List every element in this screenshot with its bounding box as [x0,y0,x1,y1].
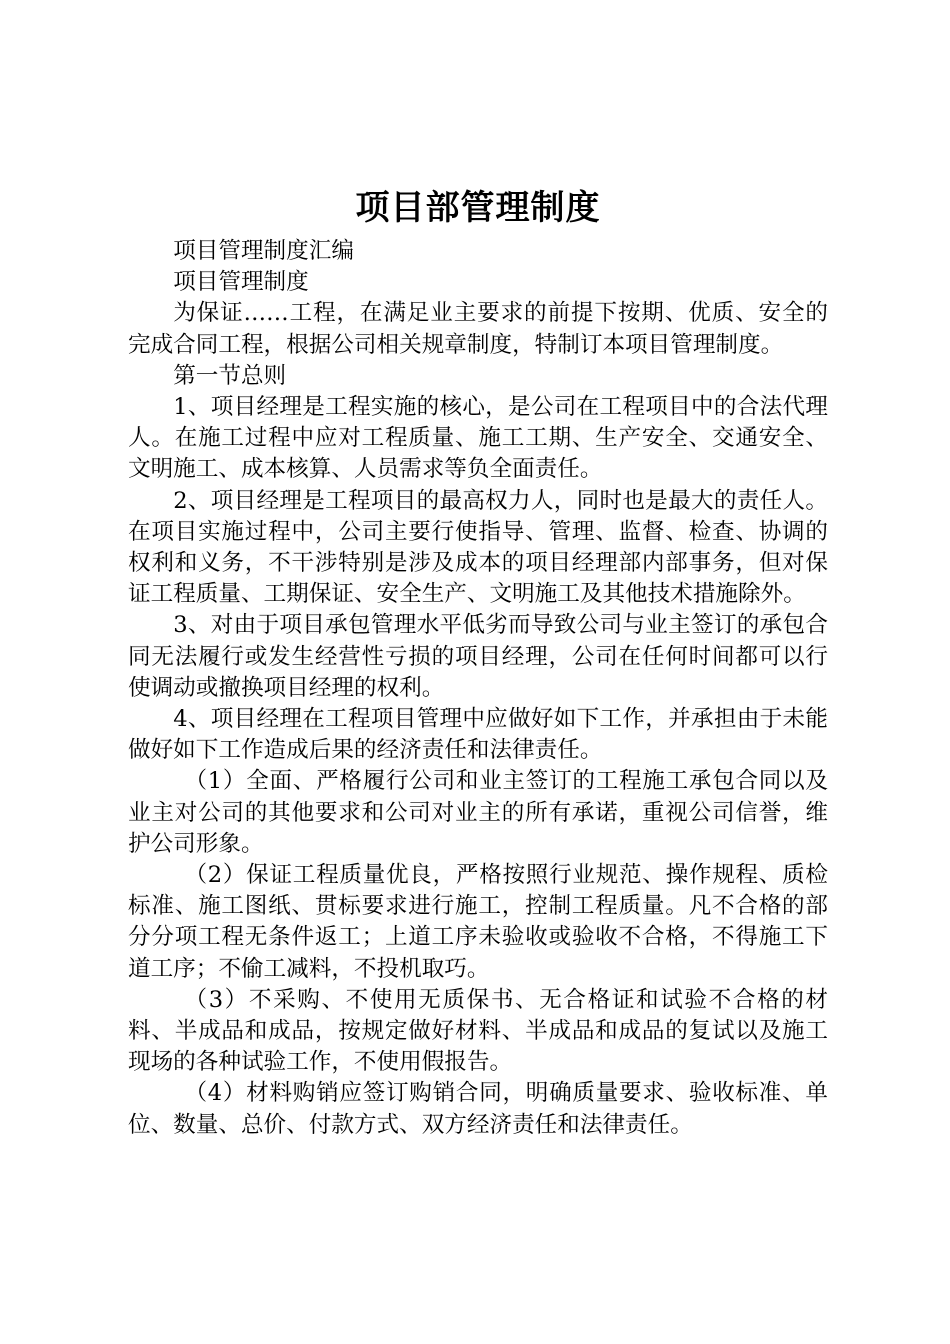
paragraph-item-1: 1、项目经理是工程实施的核心，是公司在工程项目中的合法代理人。在施工过程中应对工程质量、施工工期、生产安全、交通安全、文明施工、成本核算、人员需求等负全面责任。 [128,394,828,483]
paragraph-subitem-4: （4）材料购销应签订购销合同，明确质量要求、验收标准、单位、数量、总价、付款方式、双方经济责任和法律责任。 [128,1080,828,1138]
paragraph-item-4: 4、项目经理在工程项目管理中应做好如下工作，并承担由于未能做好如下工作造成后果的经济责任和法律责任。 [128,706,828,764]
paragraph-subitem-2: （2）保证工程质量优良，严格按照行业规范、操作规程、质检标准、施工图纸、贯标要求进行施工，控制工程质量。凡不合格的部分分项工程无条件返工；上道工序未验收或验收不合格，不得施工下道工序；不偷工减料，不投机取巧。 [128,862,828,982]
paragraph-item-3: 3、对由于项目承包管理水平低劣而导致公司与业主签订的承包合同无法履行或发生经营性亏损的项目经理，公司在任何时间都可以行使调动或撤换项目经理的权利。 [128,612,828,701]
paragraph-intro: 为保证……工程，在满足业主要求的前提下按期、优质、安全的完成合同工程，根据公司相关规章制度，特制订本项目管理制度。 [128,300,828,358]
paragraph-subitem-3: （3）不采购、不使用无质保书、无合格证和试验不合格的材料、半成品和成品，按规定做好材料、半成品和成品的复试以及施工现场的各种试验工作，不使用假报告。 [128,986,828,1076]
paragraph-system-heading: 项目管理制度 [173,269,309,296]
paragraph-item-2: 2、项目经理是工程项目的最高权力人，同时也是最大的责任人。在项目实施过程中，公司主要行使指导、管理、监督、检查、协调的权利和义务，不干涉特别是涉及成本的项目经理部内部事务，但对保证工程质量、工期保证、安全生产、文明施工及其他技术措施除外。 [128,487,828,608]
paragraph-compilation-heading: 项目管理制度汇编 [173,238,354,264]
section-heading-general: 第一节总则 [173,362,287,389]
paragraph-subitem-1: （1）全面、严格履行公司和业主签订的工程施工承包合同以及业主对公司的其他要求和公司对业主的所有承诺，重视公司信誉，维护公司形象。 [128,768,828,857]
document-page [128,182,828,1141]
document-title: 项目部管理制度 [355,188,601,228]
